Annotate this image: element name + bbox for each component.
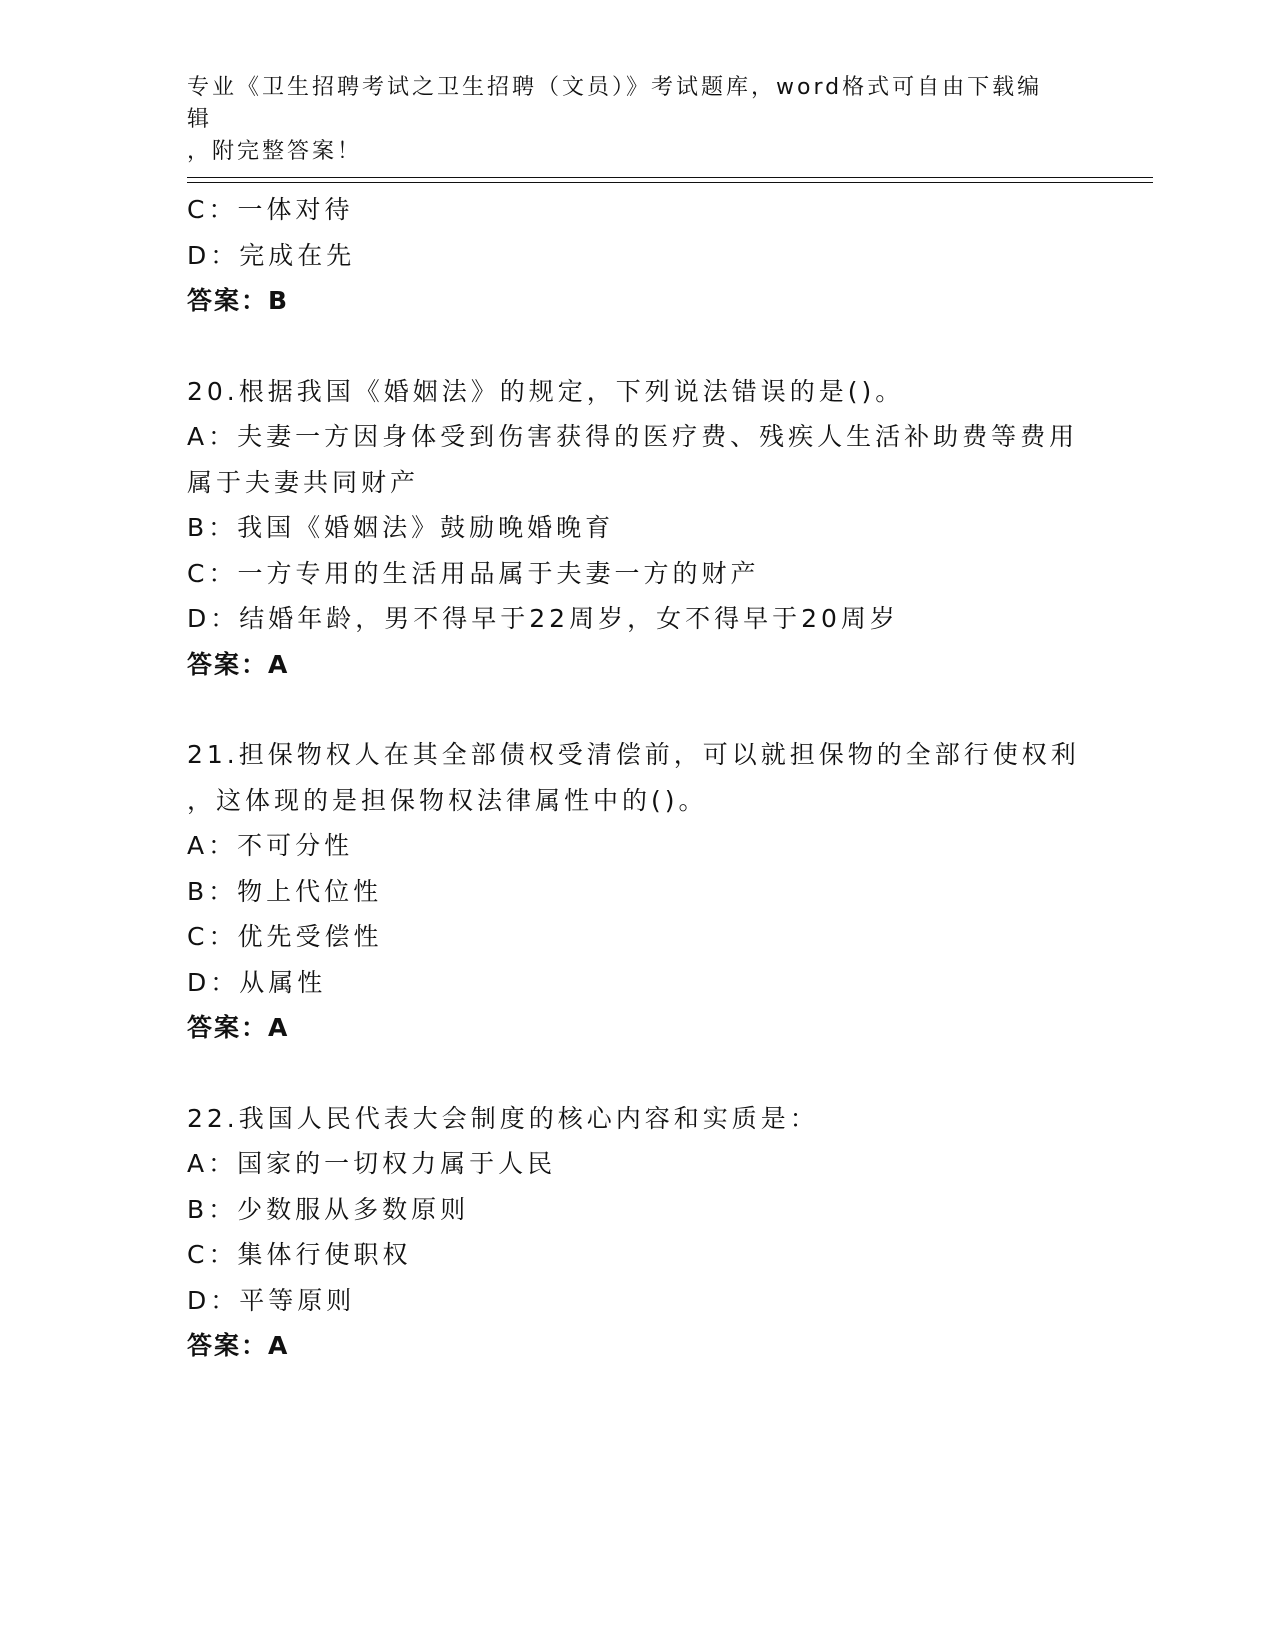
question-block-22 bbox=[187, 1096, 1087, 1369]
option-b: B：物上代位性 bbox=[187, 876, 383, 906]
header-divider-top bbox=[187, 177, 1153, 178]
option-c: C：集体行使职权 bbox=[187, 1240, 412, 1269]
option-d: D：从属性 bbox=[187, 967, 327, 997]
answer-label: 答案：B bbox=[187, 286, 290, 315]
question-text: 20.根据我国《婚姻法》的规定，下列说法错误的是()。 bbox=[187, 376, 905, 406]
option-c: C：一体对待 bbox=[187, 195, 354, 224]
question-block-21 bbox=[187, 732, 1087, 1051]
spacer bbox=[187, 1051, 1087, 1096]
question-text: 22.我国人民代表大会制度的核心内容和实质是： bbox=[187, 1103, 819, 1133]
question-text: 21.担保物权人在其全部债权受清偿前，可以就担保物的全部行使权利 bbox=[187, 740, 1080, 769]
question-list bbox=[187, 187, 1087, 1369]
document-header bbox=[187, 72, 1067, 168]
option-d: D：完成在先 bbox=[187, 240, 356, 270]
option-c: C：一方专用的生活用品属于夫妻一方的财产 bbox=[187, 558, 760, 588]
option-c: C：优先受偿性 bbox=[187, 922, 383, 951]
option-b: B：我国《婚姻法》鼓励晚婚晚育 bbox=[187, 513, 615, 542]
header-divider-bottom bbox=[187, 182, 1153, 183]
header-line-1: 专业《卫生招聘考试之卫生招聘（文员）》考试题库，word格式可自由下载编辑 bbox=[187, 75, 1043, 132]
spacer bbox=[187, 324, 1087, 369]
option-a: A：国家的一切权力属于人民 bbox=[187, 1149, 557, 1178]
option-a-continued: 属于夫妻共同财产 bbox=[187, 467, 420, 497]
answer-label: 答案：A bbox=[187, 649, 290, 679]
question-block-20 bbox=[187, 369, 1087, 688]
option-d: D：结婚年龄，男不得早于22周岁，女不得早于20周岁 bbox=[187, 604, 899, 633]
spacer bbox=[187, 687, 1087, 732]
option-b: B：少数服从多数原则 bbox=[187, 1194, 470, 1224]
answer-label: 答案：A bbox=[187, 1013, 290, 1042]
answer-label: 答案：A bbox=[187, 1331, 290, 1360]
option-a: A：不可分性 bbox=[187, 831, 354, 860]
option-d: D：平等原则 bbox=[187, 1285, 356, 1315]
question-text-continued: ，这体现的是担保物权法律属性中的()。 bbox=[187, 785, 708, 815]
option-a: A：夫妻一方因身体受到伤害获得的医疗费、残疾人生活补助费等费用 bbox=[187, 422, 1079, 451]
question-block-19-tail bbox=[187, 187, 1087, 324]
header-line-2: ，附完整答案！ bbox=[187, 139, 363, 164]
